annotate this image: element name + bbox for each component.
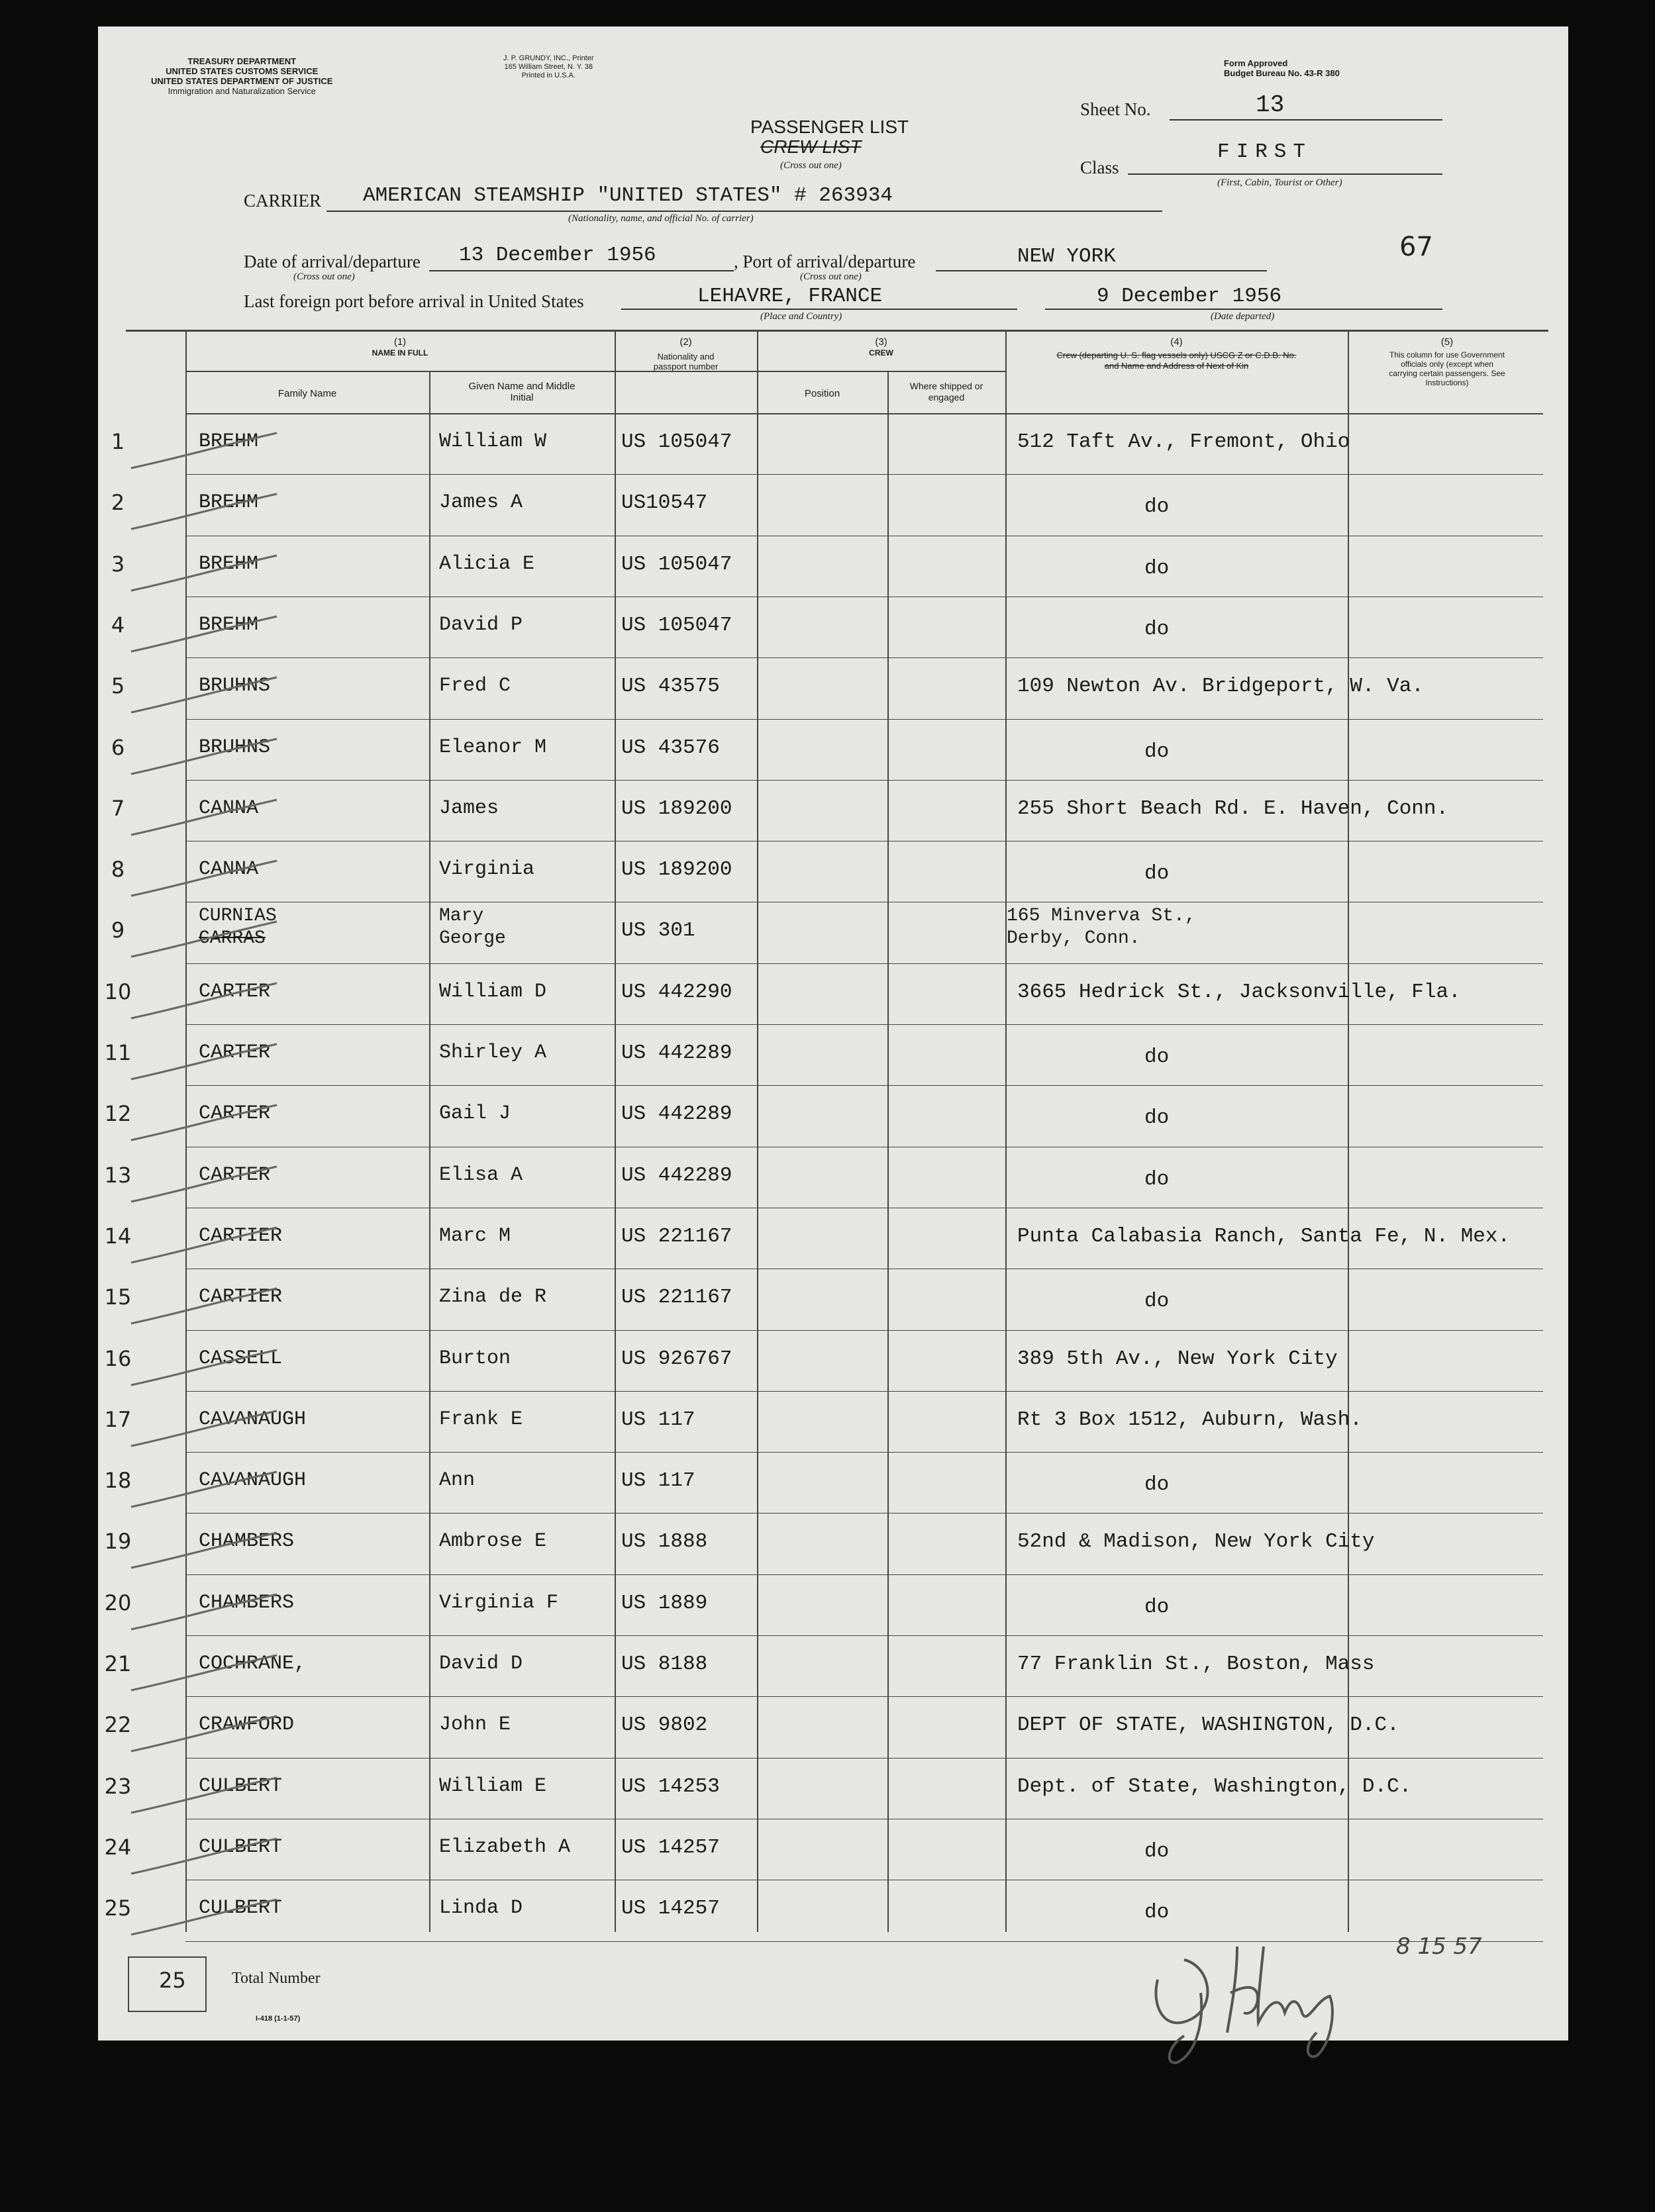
passport-number: US 105047 [621,430,732,454]
last-port-label: Last foreign port before arrival in United States [244,291,584,311]
form-approved-line: Budget Bureau No. 43-R 380 [1224,68,1340,78]
address: 52nd & Madison, New York City [1017,1530,1375,1554]
ditto-address: do [1144,556,1170,580]
row-number: 20 [104,1590,132,1615]
where-shipped-header: Where shipped or engaged [909,381,983,403]
passport-number: US 43576 [621,736,720,759]
passport-number: US 1888 [621,1530,708,1554]
row-rule [185,657,1543,658]
address: 165 Minverva St., [1007,906,1196,927]
col2-number: (2) [679,336,692,348]
given-name: James [439,796,499,820]
row-number: 1 [111,429,125,454]
passport-number: US 189200 [621,858,732,882]
address: 389 5th Av., New York City [1017,1347,1338,1370]
agency-line: TREASURY DEPARTMENT [187,56,297,66]
family-name: CULBERT [199,1774,283,1798]
row-number: 11 [104,1040,132,1065]
position-header: Position [804,388,840,399]
sheet-label: Sheet No. [1080,99,1151,119]
given-name: Marc M [439,1224,511,1247]
passport-number: US 221167 [621,1224,732,1248]
last-port-value: LEHAVRE, FRANCE [697,285,883,308]
ditto-address: do [1144,1290,1170,1314]
ditto-address: do [1144,617,1170,641]
sheet-underline [1170,119,1442,120]
col3-title: CREW [869,348,893,358]
tally-mark [125,1470,283,1510]
col3-header [757,336,1005,359]
header-bottom-rule [185,413,1543,414]
cross-out-note-port: (Cross out one) [800,271,862,282]
table-top-rule [126,330,1548,332]
printer-line: Printed in U.S.A. [521,72,576,79]
family-name: CARTIER [199,1286,283,1309]
family-name-header: Family Name [277,388,337,399]
class-note: (First, Cabin, Tourist or Other) [1217,177,1342,188]
passport-number: US 117 [621,1469,695,1493]
ditto-address: do [1144,1595,1170,1619]
tally-mark [125,1776,283,1816]
row-number: 17 [104,1406,132,1432]
col2-title: Nationality and passport number [653,352,719,371]
given-name: Zina de R [439,1286,547,1309]
row-rule [185,719,1543,720]
given-name: Virginia [439,858,535,881]
row-number: 3 [111,551,125,577]
ditto-address: do [1144,1106,1170,1130]
address: Rt 3 Box 1512, Auburn, Wash. [1017,1408,1362,1431]
col5-number: (5) [1440,336,1454,348]
tally-mark [125,1898,283,1938]
ditto-address: do [1144,740,1170,763]
tally-mark [125,1410,283,1449]
passport-number: US 926767 [621,1347,732,1370]
row-number: 13 [104,1162,132,1188]
carrier-underline [326,211,1162,212]
col4-title: Crew (departing U. S. flag vessels only) USCG Z or C.D.B. No. and Name and Address of Next of Kin [1056,350,1297,371]
ditto-address: do [1144,862,1170,886]
date-departed-note: (Date departed) [1211,311,1275,322]
address: 3665 Hedrick St., Jacksonville, Fla. [1017,980,1461,1004]
row-number: 10 [104,979,132,1004]
row-rule [185,1635,1543,1636]
date-departed-value: 9 December 1956 [1097,285,1282,308]
tally-mark [125,554,283,594]
official-signature [1138,1907,1429,2066]
crew-list-crossed: CREW LIST [760,136,862,157]
row-rule [185,841,1543,842]
passport-number: US 189200 [621,796,732,820]
given-name: Elisa A [439,1163,523,1186]
tally-mark [125,1226,283,1266]
tally-mark [125,1104,283,1143]
class-label: Class [1080,158,1119,177]
cross-out-note-date: (Cross out one) [293,271,355,282]
given-name: Gail J [439,1102,511,1126]
row-number: 24 [104,1834,132,1860]
printer-line: 165 William Street, N. Y. 38 [504,63,593,71]
family-name: BREHM [199,552,259,575]
passport-number: US 117 [621,1408,695,1431]
tally-mark [125,676,283,716]
given-name: David P [439,613,523,636]
given-name: David D [439,1653,523,1675]
row-rule [185,474,1543,475]
row-rule [185,1085,1543,1086]
row-rule [185,1574,1543,1575]
given-name: Burton [439,1347,511,1370]
tally-mark [125,1593,283,1633]
col2-header [615,336,757,371]
row-rule [185,1452,1543,1453]
given-name: William W [439,430,547,453]
form-approved [1224,58,1340,78]
date-label: Date of arrival/departure [244,252,421,271]
header-subrule [185,371,1005,372]
family-name: BRUHNS [199,675,271,698]
col4-number: (4) [1170,336,1183,348]
ditto-address: do [1144,1045,1170,1069]
carrier-label: CARRIER [244,191,322,211]
passport-number: US 14257 [621,1835,720,1859]
passport-number: US 43575 [621,675,720,698]
passport-number: US 8188 [621,1653,708,1676]
address: Punta Calabasia Ranch, Santa Fe, N. Mex. [1017,1224,1511,1248]
port-underline [936,270,1267,271]
given-name: Fred C [439,675,511,698]
tally-mark [125,982,283,1022]
col1-number: (1) [393,336,407,348]
given-name-header: Given Name and Middle Initial [468,381,576,403]
row-number: 2 [111,490,125,516]
row-number: 15 [104,1284,132,1310]
passport-number: US 1889 [621,1591,708,1615]
family-name: CANNA [199,796,259,820]
col1-title: NAME IN FULL [372,348,428,358]
col-rule [429,371,430,1932]
tally-mark [125,615,283,655]
sheet-number: 13 [1256,91,1285,119]
agency-line: UNITED STATES CUSTOMS SERVICE [166,66,319,76]
row-number: 5 [111,673,125,699]
family-name: CULBERT [199,1835,283,1858]
passport-number: US 301 [621,919,695,943]
row-number: 22 [104,1712,132,1738]
address: 109 Newton Av. Bridgeport, W. Va. [1017,675,1424,698]
given-name: John E [439,1713,511,1737]
tally-mark [125,1654,283,1694]
family-name: BREHM [199,491,259,514]
given-name: William D [439,980,547,1003]
family-name: CURNIAS [199,906,277,927]
printer-block [503,54,594,80]
col3-number: (3) [875,336,887,348]
family-name: BREHM [199,430,259,453]
date-underline [429,270,734,271]
row-number: 9 [111,918,125,943]
family-name: CARTER [199,1102,271,1126]
col1-header [185,336,615,359]
address: DEPT OF STATE, WASHINGTON, D.C. [1017,1713,1399,1737]
address: Dept. of State, Washington, D.C. [1017,1774,1412,1798]
family-name: COCHRANE, [199,1653,307,1675]
row-number: 25 [104,1896,132,1921]
col-rule [887,371,889,1932]
given-name: Eleanor M [439,736,547,759]
ditto-address: do [1144,1473,1170,1497]
tally-mark [125,1715,283,1755]
row-number: 18 [104,1468,132,1494]
col-rule [1005,330,1007,1932]
form-number: I-418 (1-1-57) [256,2015,301,2023]
tally-mark [125,1165,283,1205]
row-number: 23 [104,1773,132,1799]
ditto-address: do [1144,1901,1170,1925]
given-name: James A [439,491,523,514]
family-name: CHAMBERS [199,1591,295,1614]
given-name: Linda D [439,1897,523,1920]
carrier-note: (Nationality, name, and official No. of carrier) [568,213,754,224]
col4-header [1005,336,1348,371]
family-name: CAVANAUGH [199,1408,307,1431]
passport-number: US 442289 [621,1041,732,1065]
row-number: 7 [111,795,125,821]
family-name: CRAWFORD [199,1713,295,1737]
given-name: Virginia F [439,1591,559,1614]
given-name: Mary [439,906,484,927]
address-line2: Derby, Conn. [1007,928,1140,949]
given-name: Shirley A [439,1041,547,1064]
form-approved-line: Form Approved [1224,58,1288,68]
ditto-address: do [1144,1167,1170,1191]
printer-line: J. P. GRUNDY, INC., Printer [503,54,594,62]
tally-mark [125,1837,283,1877]
row-number: 6 [111,734,125,760]
port-value: NEW YORK [1017,245,1116,268]
given-name: Elizabeth A [439,1835,571,1858]
row-rule [185,963,1543,964]
departed-underline [1045,309,1442,310]
row-number: 16 [104,1345,132,1371]
passport-number: US 9802 [621,1713,708,1737]
family-name: CASSELL [199,1347,283,1370]
tally-mark [125,432,283,471]
row-rule [185,1696,1543,1697]
tally-mark [125,1287,283,1327]
given-name-alt: George [439,928,506,949]
col-rule [1348,330,1349,1932]
signature-date: 8 15 57 [1396,1933,1482,1960]
passport-number: US 14253 [621,1774,720,1798]
row-rule [185,1024,1543,1025]
tally-mark [125,738,283,777]
document-page [98,26,1568,2041]
passport-number: US10547 [621,491,708,515]
col-rule [757,330,758,1932]
passport-number: US 221167 [621,1286,732,1310]
row-rule [185,780,1543,781]
row-number: 8 [111,857,125,883]
family-name: BRUHNS [199,736,271,759]
agency-line: Immigration and Naturalization Service [168,86,316,96]
document-title: PASSENGER LIST [750,117,909,137]
address: 512 Taft Av., Fremont, Ohio [1017,430,1350,454]
family-name: CARTER [199,1041,271,1064]
tally-mark [125,1043,283,1082]
tally-mark [125,798,283,838]
row-number: 12 [104,1101,132,1127]
agency-block [151,56,332,96]
tally-mark [125,1349,283,1388]
class-underline [1128,173,1442,175]
row-number: 4 [111,612,125,638]
port-label: , Port of arrival/departure [734,252,916,271]
col5-title: This column for use Government officials only (except when carrying certain passengers. See Instructions) [1389,350,1505,387]
given-name: Frank E [439,1408,523,1431]
ditto-address: do [1144,1839,1170,1863]
given-name: Ambrose E [439,1530,547,1553]
row-rule [185,1391,1543,1392]
row-rule [185,1330,1543,1331]
place-note: (Place and Country) [760,311,842,322]
passport-number: US 14257 [621,1897,720,1921]
passport-number: US 105047 [621,552,732,576]
tally-mark [125,493,283,532]
given-name: Ann [439,1469,476,1492]
tally-mark [125,1531,283,1571]
passport-number: US 105047 [621,613,732,637]
passport-number: US 442289 [621,1163,732,1187]
address: 255 Short Beach Rd. E. Haven, Conn. [1017,796,1449,820]
col-rule [615,330,616,1932]
family-name: CARTIER [199,1224,283,1247]
class-value: FIRST [1217,140,1313,164]
address: 77 Franklin St., Boston, Mass [1017,1653,1375,1676]
family-name: CULBERT [199,1897,283,1920]
carrier-value: AMERICAN STEAMSHIP "UNITED STATES" # 263934 [363,184,893,207]
tally-mark [125,859,283,899]
agency-line: UNITED STATES DEPARTMENT OF JUSTICE [151,76,333,86]
family-name: CARTER [199,980,271,1003]
family-name: CAVANAUGH [199,1469,307,1492]
tally-mark [125,920,283,960]
page-mark: 67 [1399,232,1433,262]
row-number: 19 [104,1529,132,1555]
passport-number: US 442290 [621,980,732,1004]
col5-header [1348,336,1546,387]
ditto-address: do [1144,495,1170,519]
family-name: CANNA [199,858,259,881]
row-rule [185,1513,1543,1514]
given-name: William E [439,1774,547,1798]
family-name: BREHM [199,613,259,636]
total-number: 25 [159,1968,186,1993]
family-name: CARTER [199,1163,271,1186]
total-label: Total Number [232,1970,321,1987]
row-number: 21 [104,1651,132,1676]
passport-number: US 442289 [621,1102,732,1126]
family-name-crossed: CARRAS [199,928,266,949]
family-name: CHAMBERS [199,1530,295,1553]
date-value: 13 December 1956 [459,244,656,267]
given-name: Alicia E [439,552,535,575]
row-number: 14 [104,1223,132,1249]
last-port-underline [621,309,1017,310]
cross-out-note: (Cross out one) [780,160,842,171]
